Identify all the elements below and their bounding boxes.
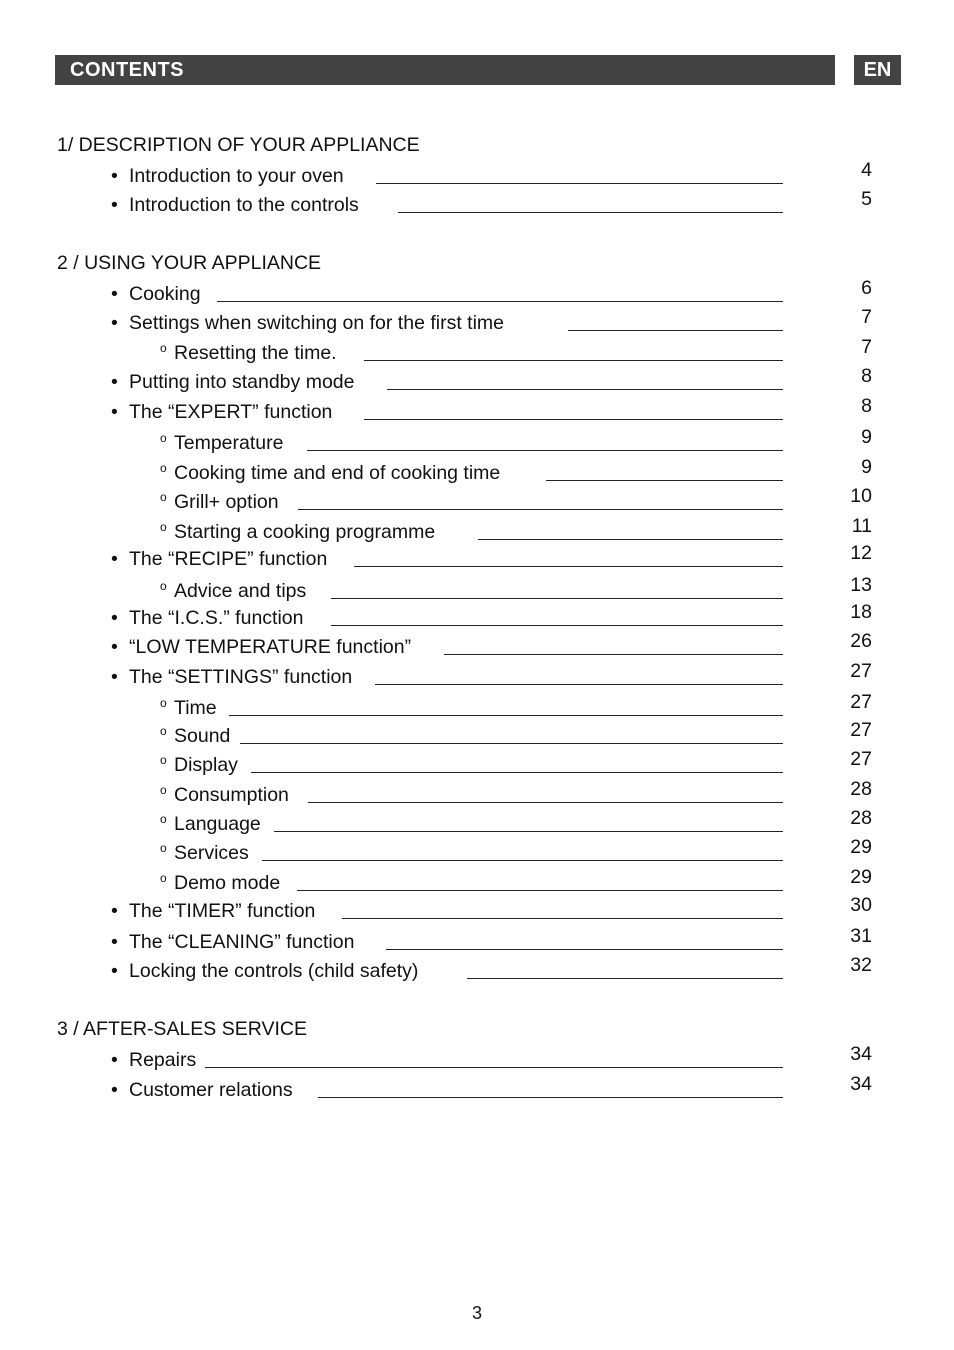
toc-subentry[interactable] <box>0 866 954 895</box>
bullet-icon: • <box>111 1079 118 1101</box>
toc-entry-label: Advice and tips <box>174 580 307 602</box>
dot-leader <box>478 539 783 540</box>
dot-leader <box>318 1097 783 1098</box>
toc-subentry[interactable] <box>0 515 954 544</box>
toc-page-number: 27 <box>850 719 872 741</box>
toc-page-number: 28 <box>850 807 872 829</box>
toc-page-number: 18 <box>850 601 872 623</box>
toc-page-number: 9 <box>861 456 872 478</box>
circle-bullet-icon: o <box>160 520 167 534</box>
toc-entry[interactable] <box>0 925 954 954</box>
bullet-icon: • <box>111 401 118 423</box>
toc-page-number: 7 <box>861 306 872 328</box>
toc-page-number: 26 <box>850 630 872 652</box>
toc-entry[interactable] <box>0 630 954 659</box>
toc-entry-label: Cooking time and end of cooking time <box>174 462 501 484</box>
circle-bullet-icon: o <box>160 871 167 885</box>
section-heading: 3 / AFTER-SALES SERVICE <box>57 1018 307 1040</box>
toc-entry[interactable] <box>0 1073 954 1102</box>
toc-page-number: 11 <box>851 515 872 537</box>
toc-subentry[interactable] <box>0 485 954 514</box>
toc-entry-label: Display <box>174 754 238 776</box>
dot-leader <box>387 389 783 390</box>
toc-page-number: 4 <box>861 159 872 181</box>
toc-page-number: 28 <box>850 778 872 800</box>
page-number: 3 <box>471 1303 482 1323</box>
toc-subentry[interactable] <box>0 778 954 807</box>
toc-entry[interactable] <box>0 542 954 571</box>
toc-entry-label: The “CLEANING” function <box>129 931 355 953</box>
bullet-icon: • <box>111 1049 118 1071</box>
toc-entry-label: Consumption <box>174 784 289 806</box>
toc-entry-label: Services <box>174 842 249 864</box>
toc-entry[interactable] <box>0 660 954 689</box>
dot-leader <box>467 978 783 979</box>
toc-entry[interactable] <box>0 306 954 335</box>
dot-leader <box>331 625 783 626</box>
bullet-icon: • <box>111 283 118 305</box>
bullet-icon: • <box>111 165 118 187</box>
toc-entry-label: The “SETTINGS” function <box>129 666 353 688</box>
page-title: CONTENTS <box>70 59 184 81</box>
language-badge: EN <box>854 55 901 85</box>
bullet-icon: • <box>111 371 118 393</box>
toc-page-number: 12 <box>850 542 872 564</box>
bullet-icon: • <box>111 931 118 953</box>
dot-leader <box>229 715 783 716</box>
toc-entry[interactable] <box>0 188 954 217</box>
toc-entry-label: Putting into standby mode <box>129 371 355 393</box>
toc-page-number: 34 <box>850 1073 872 1095</box>
dot-leader <box>251 772 783 773</box>
dot-leader <box>444 654 783 655</box>
bullet-icon: • <box>111 194 118 216</box>
toc-page-number: 31 <box>850 925 872 947</box>
section-heading: 1/ DESCRIPTION OF YOUR APPLIANCE <box>57 134 420 156</box>
toc-subentry[interactable] <box>0 748 954 777</box>
toc-entry-label: Temperature <box>174 432 284 454</box>
circle-bullet-icon: o <box>160 841 167 855</box>
circle-bullet-icon: o <box>160 461 167 475</box>
bullet-icon: • <box>111 312 118 334</box>
toc-entry-label: The “I.C.S.” function <box>129 607 304 629</box>
section-heading: 2 / USING YOUR APPLIANCE <box>57 252 322 274</box>
toc-page-number: 32 <box>850 954 872 976</box>
toc-entry-label: Grill+ option <box>174 491 279 513</box>
toc-page-number: 8 <box>861 395 872 417</box>
circle-bullet-icon: o <box>160 783 167 797</box>
circle-bullet-icon: o <box>160 696 167 710</box>
dot-leader <box>375 684 783 685</box>
circle-bullet-icon: o <box>160 812 167 826</box>
toc-entry[interactable] <box>0 277 954 306</box>
toc-entry[interactable] <box>0 894 954 923</box>
toc-subentry[interactable] <box>0 456 954 485</box>
toc-entry-label: Repairs <box>129 1049 197 1071</box>
bullet-icon: • <box>111 607 118 629</box>
dot-leader <box>240 743 783 744</box>
toc-entry-label: Resetting the time. <box>174 342 337 364</box>
toc-entry-label: The “TIMER” function <box>129 900 316 922</box>
circle-bullet-icon: o <box>160 431 167 445</box>
dot-leader <box>298 509 783 510</box>
circle-bullet-icon: o <box>160 579 167 593</box>
toc-entry[interactable] <box>0 1043 954 1072</box>
dot-leader <box>386 949 783 950</box>
toc-entry-label: Demo mode <box>174 872 281 894</box>
toc-subentry[interactable] <box>0 691 954 720</box>
dot-leader <box>205 1067 783 1068</box>
dot-leader <box>262 860 783 861</box>
dot-leader <box>307 450 783 451</box>
toc-entry-label: Introduction to the controls <box>129 194 359 216</box>
toc-entry[interactable] <box>0 395 954 424</box>
toc-entry-label: The “RECIPE” function <box>129 548 328 570</box>
toc-entry-label: Sound <box>174 725 231 747</box>
toc-subentry[interactable] <box>0 807 954 836</box>
circle-bullet-icon: o <box>160 490 167 504</box>
toc-entry-label: Settings when switching on for the first time <box>129 312 505 334</box>
toc-entry-label: Cooking <box>129 283 201 305</box>
bullet-icon: • <box>111 666 118 688</box>
toc-page-number: 6 <box>861 277 872 299</box>
toc-page-number: 8 <box>861 365 872 387</box>
bullet-icon: • <box>111 636 118 658</box>
dot-leader <box>297 890 783 891</box>
bullet-icon: • <box>111 900 118 922</box>
dot-leader <box>342 918 783 919</box>
dot-leader <box>354 566 783 567</box>
toc-entry-label: Language <box>174 813 261 835</box>
circle-bullet-icon: o <box>160 753 167 767</box>
toc-entry-label: “LOW TEMPERATURE function” <box>129 636 412 658</box>
dot-leader <box>398 212 783 213</box>
dot-leader <box>274 831 783 832</box>
toc-entry-label: Customer relations <box>129 1079 293 1101</box>
toc-entry-label: Introduction to your oven <box>129 165 344 187</box>
dot-leader <box>308 802 783 803</box>
toc-subentry[interactable] <box>0 836 954 865</box>
toc-page-number: 29 <box>850 866 872 888</box>
toc-page-number: 27 <box>850 748 872 770</box>
circle-bullet-icon: o <box>160 341 167 355</box>
toc-page-number: 34 <box>850 1043 872 1065</box>
dot-leader <box>376 183 783 184</box>
toc-subentry[interactable] <box>0 426 954 455</box>
toc-subentry[interactable] <box>0 574 954 603</box>
dot-leader <box>546 480 783 481</box>
toc-entry[interactable] <box>0 601 954 630</box>
bullet-icon: • <box>111 960 118 982</box>
toc-entry[interactable] <box>0 159 954 188</box>
toc-entry-label: Starting a cooking programme <box>174 521 436 543</box>
toc-entry[interactable] <box>0 365 954 394</box>
toc-page-number: 27 <box>850 691 872 713</box>
toc-subentry[interactable] <box>0 719 954 748</box>
dot-leader <box>364 419 783 420</box>
dot-leader <box>217 301 783 302</box>
toc-subentry[interactable] <box>0 336 954 365</box>
toc-entry[interactable] <box>0 954 954 983</box>
contents-header-bar <box>55 55 835 85</box>
toc-page-number: 13 <box>850 574 872 596</box>
toc-page-number: 10 <box>850 485 872 507</box>
circle-bullet-icon: o <box>160 724 167 738</box>
toc-entry-label: Time <box>174 697 217 719</box>
toc-page-number: 7 <box>861 336 872 358</box>
toc-page-number: 27 <box>850 660 872 682</box>
toc-page-number: 5 <box>861 188 872 210</box>
dot-leader <box>364 360 783 361</box>
toc-page-number: 29 <box>850 836 872 858</box>
toc-page-number: 30 <box>850 894 872 916</box>
toc-entry-label: The “EXPERT” function <box>129 401 333 423</box>
bullet-icon: • <box>111 548 118 570</box>
dot-leader <box>331 598 783 599</box>
dot-leader <box>568 330 783 331</box>
toc-entry-label: Locking the controls (child safety) <box>129 960 419 982</box>
toc-page-number: 9 <box>861 426 872 448</box>
